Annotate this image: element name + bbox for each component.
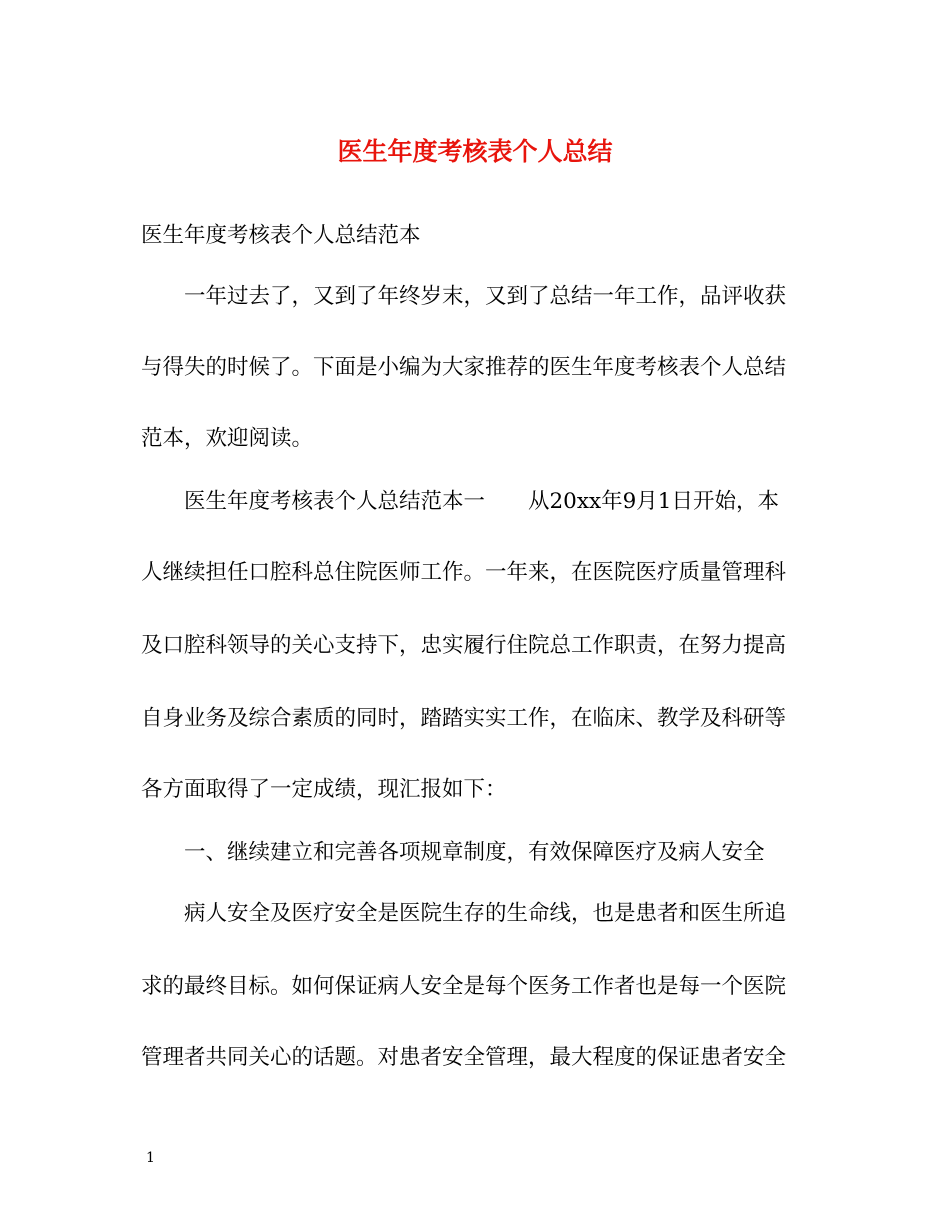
paragraph-line: 人继续担任口腔科总住院医师工作。一年来，在医院医疗质量管理科 — [141, 560, 787, 585]
paragraph-line: 医生年度考核表个人总结范本一 从20xx年9月1日开始，本 — [184, 489, 779, 514]
paragraph-line: 求的最终目标。如何保证病人安全是每个医务工作者也是每一个医院 — [141, 974, 787, 999]
paragraph-line: 范本，欢迎阅读。 — [141, 426, 314, 451]
paragraph-line: 与得失的时候了。下面是小编为大家推荐的医生年度考核表个人总结 — [141, 355, 787, 380]
section-heading: 一、继续建立和完善各项规章制度，有效保障医疗及病人安全 — [184, 840, 765, 865]
page-number: 1 — [146, 1150, 155, 1166]
paragraph-line: 及口腔科领导的关心支持下，忠实履行住院总工作职责，在努力提高 — [141, 633, 787, 658]
paragraph-line: 管理者共同关心的话题。对患者安全管理，最大程度的保证患者安全 — [141, 1045, 787, 1070]
paragraph-line: 各方面取得了一定成绩，现汇报如下： — [141, 777, 507, 802]
document-title: 医生年度考核表个人总结 — [337, 137, 613, 166]
paragraph-line: 一年过去了，又到了年终岁末，又到了总结一年工作，品评收获 — [184, 284, 787, 309]
paragraph-line: 自身业务及综合素质的同时，踏踏实实工作，在临床、教学及科研等 — [141, 706, 787, 731]
paragraph-line: 病人安全及医疗安全是医院生存的生命线，也是患者和医生所追 — [184, 901, 787, 926]
document-subtitle: 医生年度考核表个人总结范本 — [141, 223, 421, 248]
